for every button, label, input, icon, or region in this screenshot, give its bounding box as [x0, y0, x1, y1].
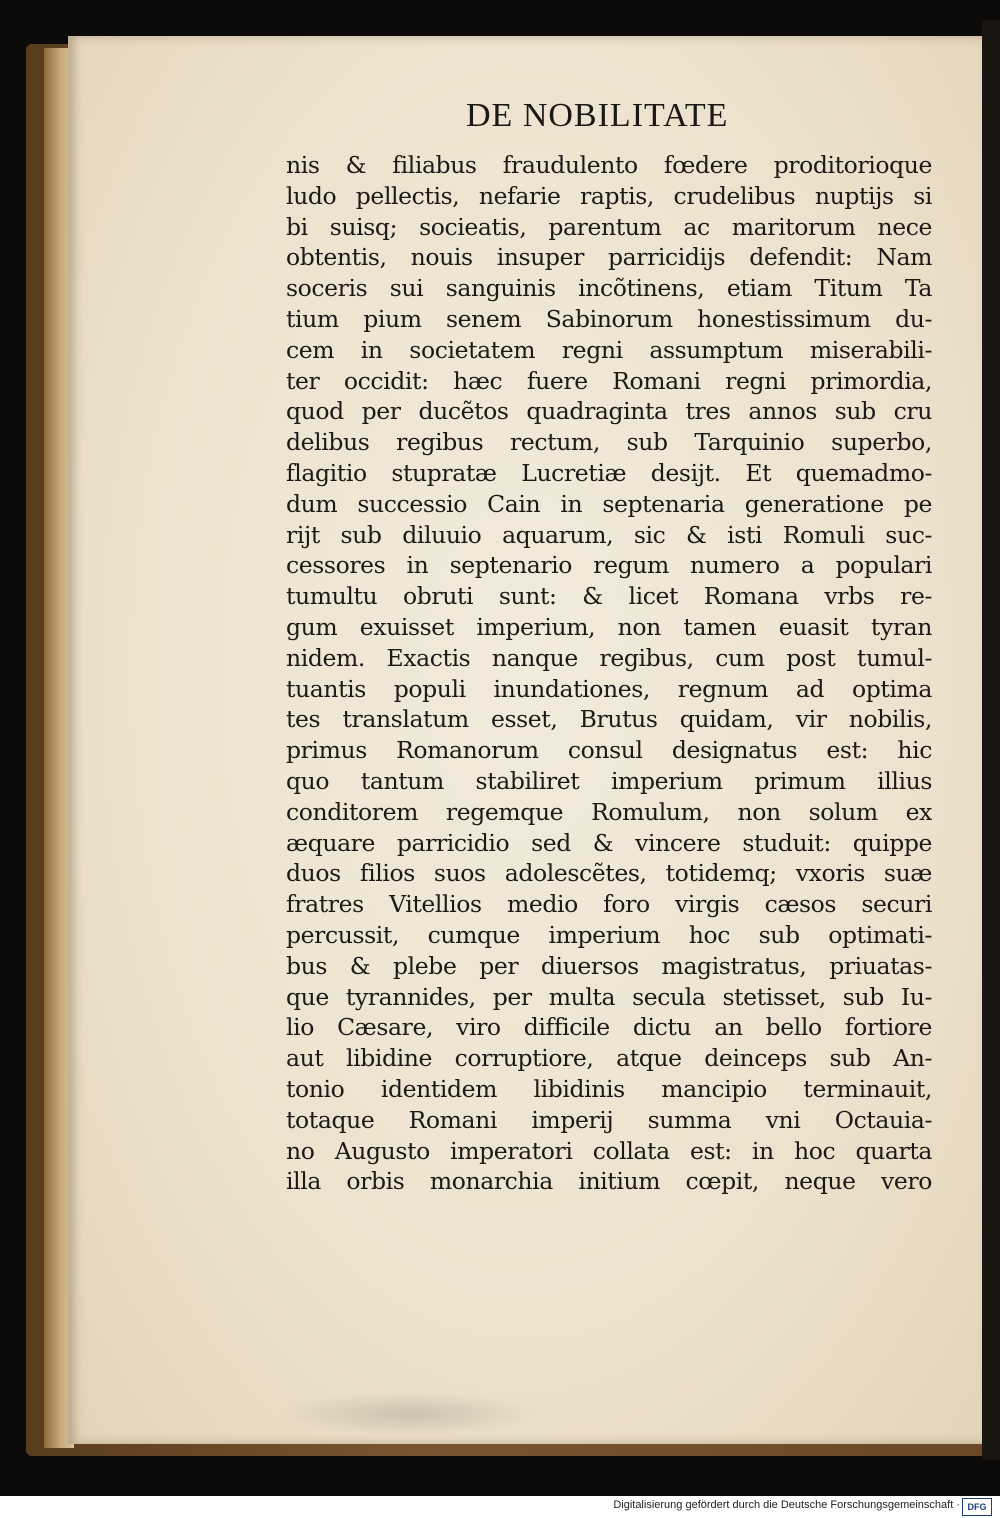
text-line: nis & filiabus fraudulento fœdere proditorioque	[286, 151, 932, 179]
text-line: lio Cæsare, viro difficile dictu an bello fortiore	[286, 1013, 932, 1042]
text-line: ter occidit: hæc fuere Romani regni primordia,	[286, 366, 932, 395]
text-line: gum exuisset imperium, non tamen euasit tyran	[286, 612, 932, 641]
text-line: quod per ducẽtos quadraginta tres annos sub cru	[286, 397, 932, 426]
text-line: flagitio stupratæ Lucretiæ desijt. Et quemadmo-	[286, 458, 932, 487]
text-line: que tyrannides, per multa secula stetisset, sub Iu-	[286, 982, 932, 1011]
text-line: primus Romanorum consul designatus est: hic	[286, 736, 932, 765]
dfg-logo-text: DFG	[967, 1502, 987, 1512]
text-line: illa orbis monarchia initium cœpit, neque vero	[286, 1167, 932, 1196]
text-line: obtentis, nouis insuper parricidijs defendit: Nam	[286, 243, 932, 272]
text-line: bus & plebe per diuersos magistratus, priuatas-	[286, 951, 932, 980]
text-line: dum successio Cain in septenaria generatione pe	[286, 489, 932, 518]
text-line: cessores in septenario regum numero a populari	[286, 551, 932, 580]
text-line: quo tantum stabiliret imperium primum illius	[286, 766, 932, 795]
text-line: tuantis populi inundationes, regnum ad optima	[286, 674, 932, 703]
dfg-logo-icon	[962, 1498, 992, 1516]
page-stain	[280, 1392, 540, 1436]
text-line: tumultu obruti sunt: & licet Romana vrbs re-	[286, 582, 932, 611]
text-line: percussit, cumque imperium hoc sub optimati-	[286, 920, 932, 949]
funding-credit: Digitalisierung gefördert durch die Deutsche Forschungsgemeinschaft ·	[613, 1499, 960, 1511]
running-head: DE NOBILITATE	[466, 97, 729, 134]
text-line: rijt sub diluuio aquarum, sic & isti Romuli suc-	[286, 520, 932, 549]
body-text-block	[286, 150, 932, 1197]
text-line: delibus regibus rectum, sub Tarquinio superbo,	[286, 428, 932, 457]
text-line: æquare parricidio sed & vincere studuit: quippe	[286, 828, 932, 857]
text-line: tonio identidem libidinis mancipio terminauit,	[286, 1074, 932, 1103]
text-line: ludo pellectis, nefarie raptis, crudelibus nuptijs si	[286, 181, 932, 210]
text-line: aut libidine corruptiore, atque deinceps sub An-	[286, 1044, 932, 1073]
text-line: duos filios suos adolescẽtes, totidemq; vxoris suæ	[286, 859, 932, 888]
text-line: conditorem regemque Romulum, non solum ex	[286, 797, 932, 826]
text-line: fratres Vitellios medio foro virgis cæsos securi	[286, 890, 932, 919]
text-line: soceris sui sanguinis incõtinens, etiam Titum Ta	[286, 274, 932, 303]
text-line: no Augusto imperatori collata est: in hoc quarta	[286, 1136, 932, 1165]
text-line: tium pium senem Sabinorum honestissimum du-	[286, 304, 932, 333]
text-line: cem in societatem regni assumptum miserabili-	[286, 335, 932, 364]
scan-right-border	[982, 20, 1000, 1460]
text-line: bi suisq; socieatis, parentum ac maritorum nece	[286, 212, 932, 241]
text-line: totaque Romani imperij summa vni Octauia-	[286, 1105, 932, 1134]
text-line: nidem. Exactis nanque regibus, cum post tumul-	[286, 643, 932, 672]
text-line: tes translatum esset, Brutus quidam, vir nobilis,	[286, 705, 932, 734]
footer-bar	[0, 1496, 1000, 1518]
